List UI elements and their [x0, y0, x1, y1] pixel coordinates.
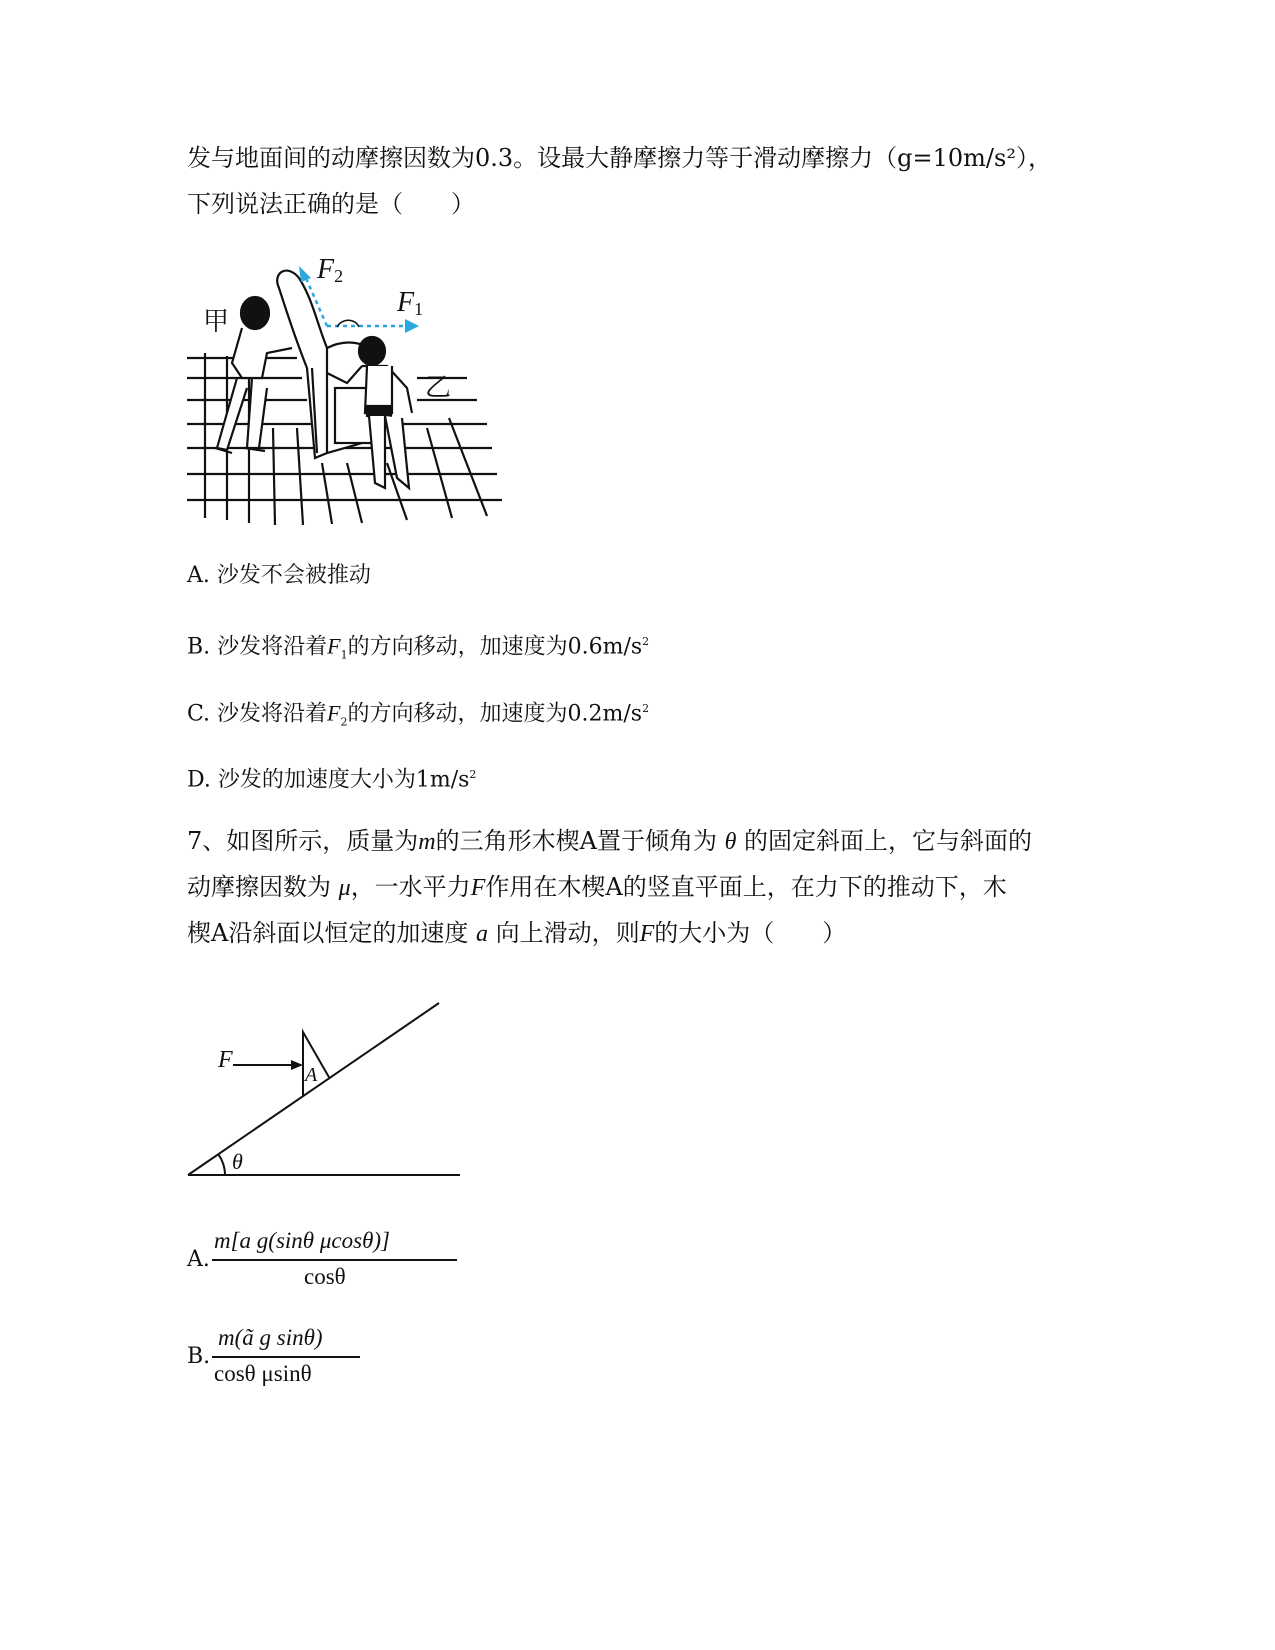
q6-option-c[interactable] — [187, 695, 649, 737]
q6-option-b-pre: B. 沙发将沿着 — [187, 634, 328, 660]
q7-option-b-numerator: m(ã g sinθ) — [218, 1325, 323, 1350]
sofa — [277, 271, 380, 458]
angle-arc — [337, 320, 359, 327]
q6-sofa-figure — [187, 248, 507, 533]
q6-option-c-pre: C. 沙发将沿着 — [187, 701, 328, 727]
q6-option-b-var: F — [327, 633, 341, 659]
theta-arc — [218, 1154, 225, 1175]
q6-text-line-1: 发与地面间的动摩擦因数为0.3。设最大静摩擦力等于滑动摩擦力（g=10m/s²）， — [187, 144, 1052, 172]
label-a: A — [305, 1064, 318, 1086]
label-jia: 甲 — [203, 307, 230, 337]
incline-line — [188, 1003, 439, 1175]
q6-option-b-post: 的方向移动，加速度为0.6m/s — [347, 634, 643, 660]
q7-option-a-bar — [212, 1259, 457, 1261]
f2-arrowhead — [299, 266, 311, 282]
label-f: F — [218, 1047, 233, 1073]
q6-option-c-post: 的方向移动，加速度为0.2m/s — [347, 701, 643, 727]
q6-option-d-pre: D. 沙发的加速度大小为1m/s — [187, 767, 470, 793]
label-yi: 乙 — [425, 373, 452, 403]
label-f1: F1 — [397, 287, 424, 319]
q6-option-c-var: F — [327, 700, 341, 726]
q7-text-line-2: 动摩擦因数为 μ，一水平力F作用在木楔A的竖直平面上，在力下的推动下，木 — [187, 873, 1007, 901]
q7-text-line-1: 7、如图所示，质量为m的三角形木楔A置于倾角为 θ 的固定斜面上，它与斜面的 — [187, 827, 1033, 855]
q7-option-b-denominator: cosθ μsinθ — [214, 1361, 312, 1386]
q7-option-b-label[interactable]: B. — [187, 1344, 211, 1369]
label-f2: F2 — [317, 254, 344, 286]
q6-option-b[interactable] — [187, 628, 649, 670]
label-theta: θ — [232, 1149, 243, 1174]
q7-option-a-fraction[interactable] — [212, 1228, 457, 1298]
q6-option-d[interactable] — [187, 761, 476, 794]
q6-option-a[interactable]: A. 沙发不会被推动 — [187, 563, 371, 588]
f1-arrowhead — [405, 319, 419, 333]
q7-option-a-numerator: m[a g(sinθ μcosθ)] — [214, 1228, 390, 1253]
q7-option-a-label[interactable]: A. — [187, 1247, 210, 1272]
q6-option-b-sup: 2 — [642, 635, 650, 648]
q6-option-c-sup: 2 — [642, 702, 650, 715]
q7-option-b-fraction[interactable] — [212, 1325, 362, 1395]
q6-option-c-sub: 2 — [340, 715, 348, 729]
q7-text-line-3: 楔A沿斜面以恒定的加速度 a 向上滑动，则F的大小为（ ） — [187, 919, 847, 947]
q7-incline-figure — [185, 995, 475, 1185]
q6-text-line-2: 下列说法正确的是（ ） — [187, 190, 475, 218]
q6-option-b-sub: 1 — [340, 648, 348, 662]
force-f-arrowhead — [291, 1060, 303, 1070]
q7-option-a-denominator: cosθ — [304, 1264, 346, 1289]
q7-option-b-bar — [212, 1356, 360, 1358]
q6-option-d-sup: 2 — [469, 768, 477, 781]
